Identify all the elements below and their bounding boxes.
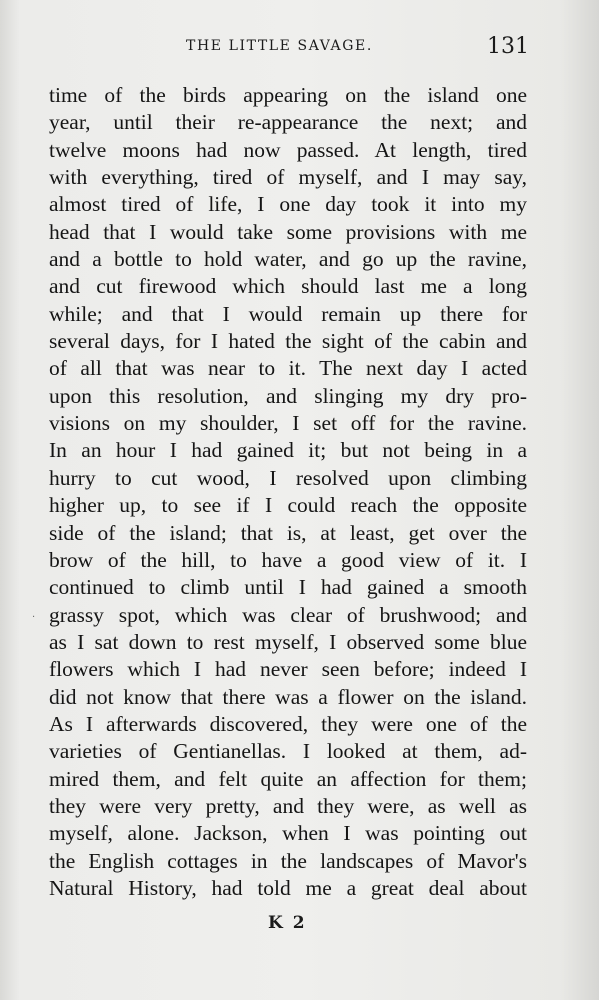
body-text: [49, 82, 527, 902]
text-line: myself, alone. Jackson, when I was pointing out: [49, 821, 527, 846]
text-line: continued to climb until I had gained a smooth: [49, 575, 527, 600]
text-line: with everything, tired of myself, and I may say,: [49, 165, 527, 190]
text-line: As I afterwards discovered, they were one of the: [49, 711, 527, 736]
text-line: upon this resolution, and slinging my dry pro-: [49, 383, 527, 408]
text-line: year, until their re-appearance the next; and: [49, 110, 527, 135]
text-line: hurry to cut wood, I resolved upon climbing: [49, 465, 527, 490]
text-line: brow of the hill, to have a good view of it. I: [49, 547, 527, 572]
text-line: the English cottages in the landscapes of Mavor's: [49, 848, 527, 873]
text-line: twelve moons had now passed. At length, tired: [49, 137, 527, 162]
text-line: as I sat down to rest myself, I observed some blue: [49, 629, 527, 654]
text-line: almost tired of life, I one day took it into my: [49, 192, 527, 217]
text-line: visions on my shoulder, I set off for the ravine.: [49, 411, 527, 436]
text-line: side of the island; that is, at least, get over the: [49, 520, 527, 545]
signature-mark: K 2: [268, 913, 307, 933]
text-line: and cut firewood which should last me a long: [49, 274, 527, 299]
text-line: and a bottle to hold water, and go up the ravine,: [49, 247, 527, 272]
text-line: mired them, and felt quite an affection for them;: [49, 766, 527, 791]
page-header: [0, 34, 599, 64]
text-line: did not know that there was a flower on the island.: [49, 684, 527, 709]
margin-smudge-mark: ·: [32, 612, 36, 623]
text-line: In an hour I had gained it; but not being in a: [49, 438, 527, 463]
text-line: Natural History, had told me a great deal about: [49, 875, 527, 900]
text-line: while; and that I would remain up there for: [49, 301, 527, 326]
text-line: they were very pretty, and they were, as well as: [49, 793, 527, 818]
text-line: of all that was near to it. The next day I acted: [49, 356, 527, 381]
text-line: head that I would take some provisions with me: [49, 219, 527, 244]
text-line: grassy spot, which was clear of brushwood; and: [49, 602, 527, 627]
running-head: THE LITTLE SAVAGE.: [186, 38, 373, 54]
text-line: several days, for I hated the sight of the cabin and: [49, 329, 527, 354]
page-number: 131: [487, 34, 529, 59]
text-line: varieties of Gentianellas. I looked at them, ad-: [49, 739, 527, 764]
text-line: flowers which I had never seen before; indeed I: [49, 657, 527, 682]
text-line: higher up, to see if I could reach the opposite: [49, 493, 527, 518]
text-line: time of the birds appearing on the island one: [49, 83, 527, 107]
